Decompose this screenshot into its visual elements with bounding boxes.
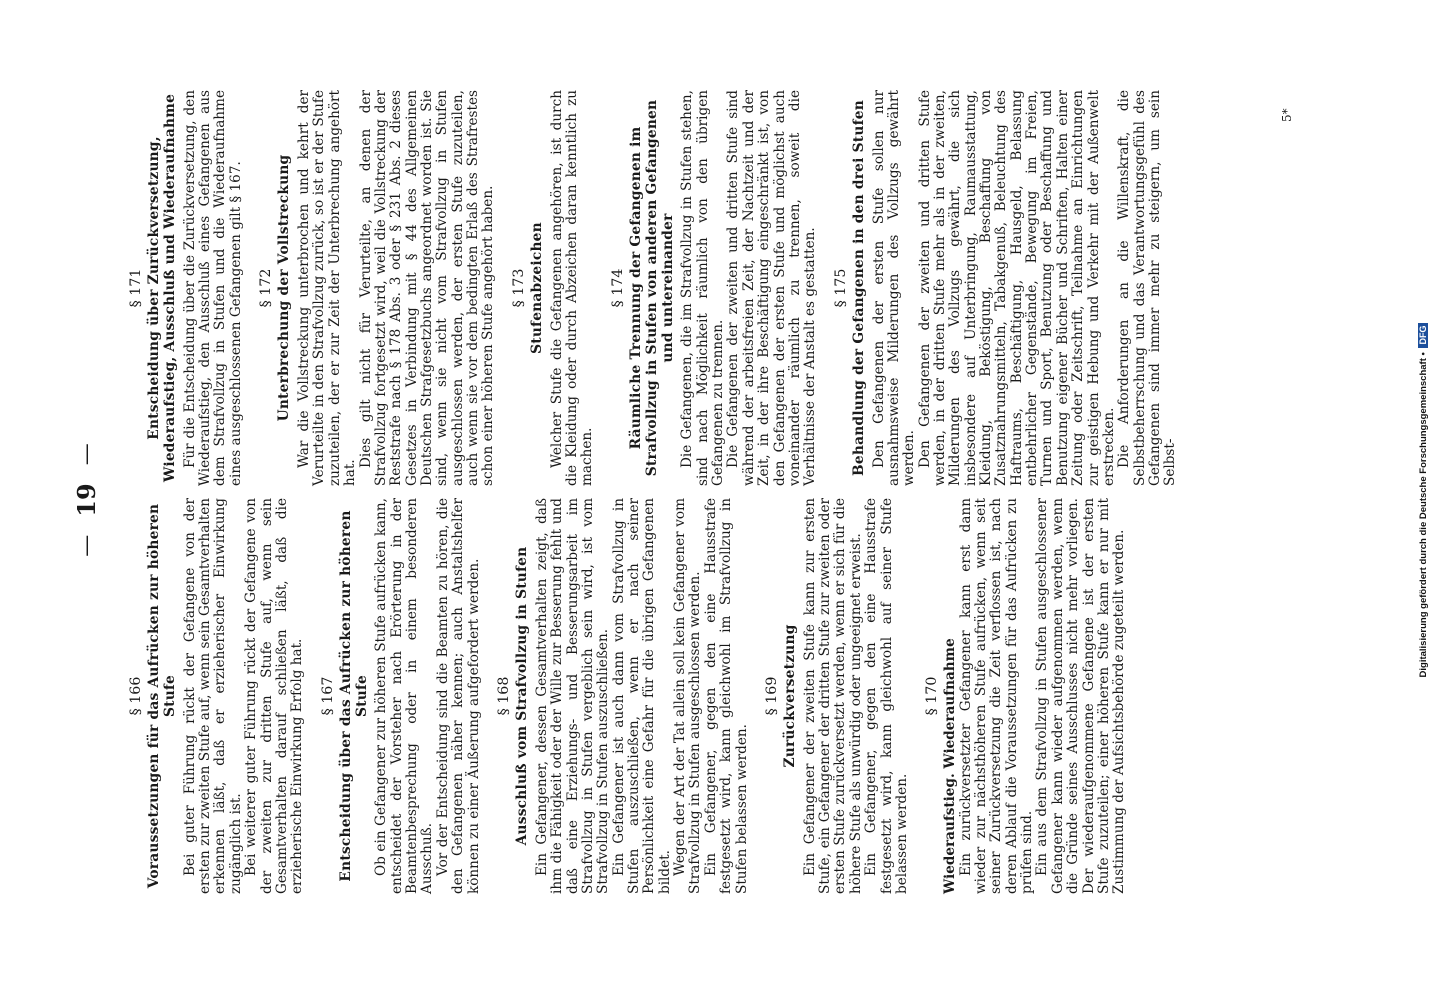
paragraph: Ein aus dem Strafvollzug in Stufen ausgeschlossener Gefangener kann wieder aufgenommen werden, wenn die Gründe seines Ausschlusses nicht mehr vorliegen. Der wiederaufgenommene Gefangene ist der ersten Stufe zuzuteilen; einer höheren Stufe kann er nur mit Zustimmung der Aufsichtsbehörde zugeteilt werden. — [1034, 498, 1128, 894]
left-column — [128, 498, 1128, 894]
section-number-168: § 168 — [495, 676, 512, 716]
section-number-172: § 172 — [258, 268, 275, 308]
paragraph: Ein Gefangener, gegen den eine Hausstrafe festgesetzt wird, kann gleichwohl auf seiner Stufe belassen werden. — [863, 498, 910, 894]
paragraph: Den Gefangenen der zweiten und dritten Stufe werden, in der dritten Stufe mehr als in der zweiten, Milderungen des Vollzugs gewährt, die sich insbesondere auf Unterbringung, Raumausstattung, Kleidung, Beköstigung, Beschaffung von Zusatznahrungsmitteln, Tabakgenuß, Beleuchtung des Haftraums, Beschäftigung, Hausgeld, Belassung entbehrlicher Gegenstände, Bewegung im Freien, Turnen und Sport, Benutzung oder Beschaffung und Benutzung eigener Bücher und Schriften, Halten einer Zeitung oder Zeitschrift, Teilnahme an Einrichtungen zur geistigen Hebung und Verkehr mit der Außenwelt erstrecken. — [916, 90, 1117, 486]
section-heading-172: Unterbrechung der Vollstreckung — [276, 154, 293, 422]
section-number-169: § 169 — [763, 676, 780, 716]
paragraph: Ein Gefangener, gegen den eine Hausstrafe festgesetzt wird, kann gleichwohl im Strafvollzug in Stufen belassen werden. — [702, 498, 750, 894]
paragraph: Für die Entscheidung über die Zurückversetzung, den Wiederaufstieg, den Ausschluß eines Gefangenen aus dem Strafvollzug in Stufen und die Wiederaufnahme eines ausgeschlossenen Gefangenen gilt § 167. — [181, 90, 244, 486]
digitization-footer — [1418, 0, 1429, 1000]
page-number: 19 — [72, 483, 101, 517]
section-heading-174: Räumliche Trennung der Gefangenen im Strafvollzug in Stufen von anderen Gefangenen und untereinander — [627, 99, 676, 477]
paragraph: War die Vollstreckung unterbrochen und kehrt der Verurteilte in den Strafvollzug zurück, so ist er der Stufe zuzuteilen, der er zur Zeit der Unterbrechung angehört hat. — [296, 90, 359, 486]
paragraph: Ein zurückversetzter Gefangener kann erst dann wieder zur nächsthöheren Stufe aufrücken, wenn seit seiner Zurückversetzung die Zeit verflossen ist, nach deren Ablauf die Voraussetzungen für das Aufrücken zu prüfen sind. — [957, 498, 1036, 894]
dfg-logo: DFG — [1418, 323, 1428, 348]
paragraph: Ob ein Gefangener zur höheren Stufe aufrücken kann, entscheidet der Vorsteher nach Erörterung in der Beamtenbesprechung oder in einem besonderen Ausschuß. — [373, 498, 436, 894]
right-column — [128, 90, 1179, 486]
section-number-170: § 170 — [924, 676, 941, 716]
section-heading-170: Wiederaufstieg. Wiederaufnahme — [942, 638, 959, 894]
paragraph: Die Gefangenen, die im Strafvollzug in Stufen stehen, sind nach Möglichkeit räumlich von den übrigen Gefangenen zu trennen. — [679, 90, 727, 486]
paragraph: Die Anforderungen an die Willenskraft, die Selbstbeherrschung und das Verantwortungsgefühl des Gefangenen sind immer mehr zu steigern, um sein Selbst- — [1116, 90, 1179, 486]
header-dash-right: — — [74, 443, 99, 466]
page-signature: 5* — [1280, 108, 1294, 122]
paragraph: Vor der Entscheidung sind die Beamten zu hören, die den Gefangenen näher kennen; auch Anstaltshelfer können zu einer Äußerung aufgefordert werden. — [434, 498, 482, 894]
section-heading-173: Stufenabzeichen — [528, 222, 545, 354]
section-heading-166: Voraussetzungen für das Aufrücken zur höheren Stufe — [146, 503, 178, 889]
section-heading-169: Zurückversetzung — [781, 624, 798, 768]
paragraph: Dies gilt nicht für Verurteilte, an denen der Strafvollzug fortgesetzt wird, weil die Vollstreckung der Reststrafe nach § 178 Abs. 3 oder § 231 Abs. 2 dieses Gesetzes in Verbindung mit § 44 des Allgemeinen Deutschen Strafgesetzbuchs angeordnet worden ist. Sie sind, wenn sie nicht vom Strafvollzug in Stufen ausgeschlossen werden, der ersten Stufe zuzuteilen, auch wenn sie vor dem bedingten Erlaß des Strafrestes schon einer höheren Stufe angehört haben. — [357, 90, 497, 486]
paragraph: Welcher Stufe die Gefangenen angehören, ist durch die Kleidung oder durch Abzeichen daran kenntlich zu machen. — [548, 90, 596, 486]
section-heading-171: Entscheidung über Zurückversetzung, Wiederaufstieg, Ausschluß und Wiederaufnahme — [146, 93, 178, 483]
paragraph: Ein Gefangener, dessen Gesamtverhalten zeigt, daß ihm die Fähigkeit oder der Wille zur Besserung fehlt und daß eine Erziehungs- und Besserungsarbeit im Strafvollzug in Stufen vergeblich sein wird, ist vom Strafvollzug in Stufen auszuschließen. — [533, 498, 612, 894]
paragraph: Ein Gefangener der zweiten Stufe kann zur ersten Stufe, ein Gefangener der dritten Stufe zur zweiten oder ersten Stufe zurückversetzt werden, wenn er sich für die höhere Stufe als unwürdig oder ungeeignet erweist. — [801, 498, 864, 894]
paragraph — [943, 498, 958, 894]
section-heading-168: Ausschluß vom Strafvollzug in Stufen — [513, 546, 530, 846]
section-heading-175: Behandlung der Gefangenen in den drei Stufen — [850, 100, 867, 476]
section-number-173: § 173 — [510, 268, 527, 308]
section-number-167: § 167 — [319, 676, 336, 716]
paragraph: Bei guter Führung rückt der Gefangene von der ersten zur zweiten Stufe auf, wenn sein Gesamtverhalten erkennen läßt, daß er erzieherischer Einwirkung zugänglich ist. — [181, 498, 244, 894]
paragraph: Die Gefangenen der zweiten und dritten Stufe sind während der arbeitsfreien Zeit, der Nachtzeit und der Zeit, in der ihre Beschäftigung eingeschränkt ist, von den Gefangenen der ersten Stufe und möglichst auch voneinander räumlich zu trennen, soweit die Verhältnisse der Anstalt es gestatten. — [725, 90, 819, 486]
paragraph: Wegen der Art der Tat allein soll kein Gefangener vom Strafvollzug in Stufen ausgeschlossen werden. — [672, 498, 704, 894]
section-number-171: § 171 — [128, 268, 144, 308]
paragraph: Den Gefangenen der ersten Stufe sollen nur ausnahmsweise Milderungen des Vollzugs gewährt werden. — [870, 90, 918, 486]
paragraph: Ein Gefangener ist auch dann vom Strafvollzug in Stufen auszuschließen, wenn er nach seiner Persönlichkeit eine Gefahr für die übrigen Gefangenen bildet. — [610, 498, 673, 894]
header-dash-left: — — [74, 534, 99, 557]
section-number-175: § 175 — [832, 268, 849, 308]
section-heading-167: Entscheidung über das Aufrücken zur höheren Stufe — [337, 510, 370, 882]
paragraph: Bei weiterer guter Führung rückt der Gefangene von der zweiten zur dritten Stufe auf, wenn sein Gesamtverhalten darauf schließen läßt, daß die erzieherische Einwirkung Erfolg hat. — [243, 498, 306, 894]
section-number-166: § 166 — [128, 676, 144, 716]
footer-text: Digitalisierung gefördert durch die Deutsche Forschungsgemeinschaft • — [1418, 352, 1429, 678]
section-number-174: § 174 — [609, 268, 626, 308]
page-header — [72, 0, 101, 1000]
